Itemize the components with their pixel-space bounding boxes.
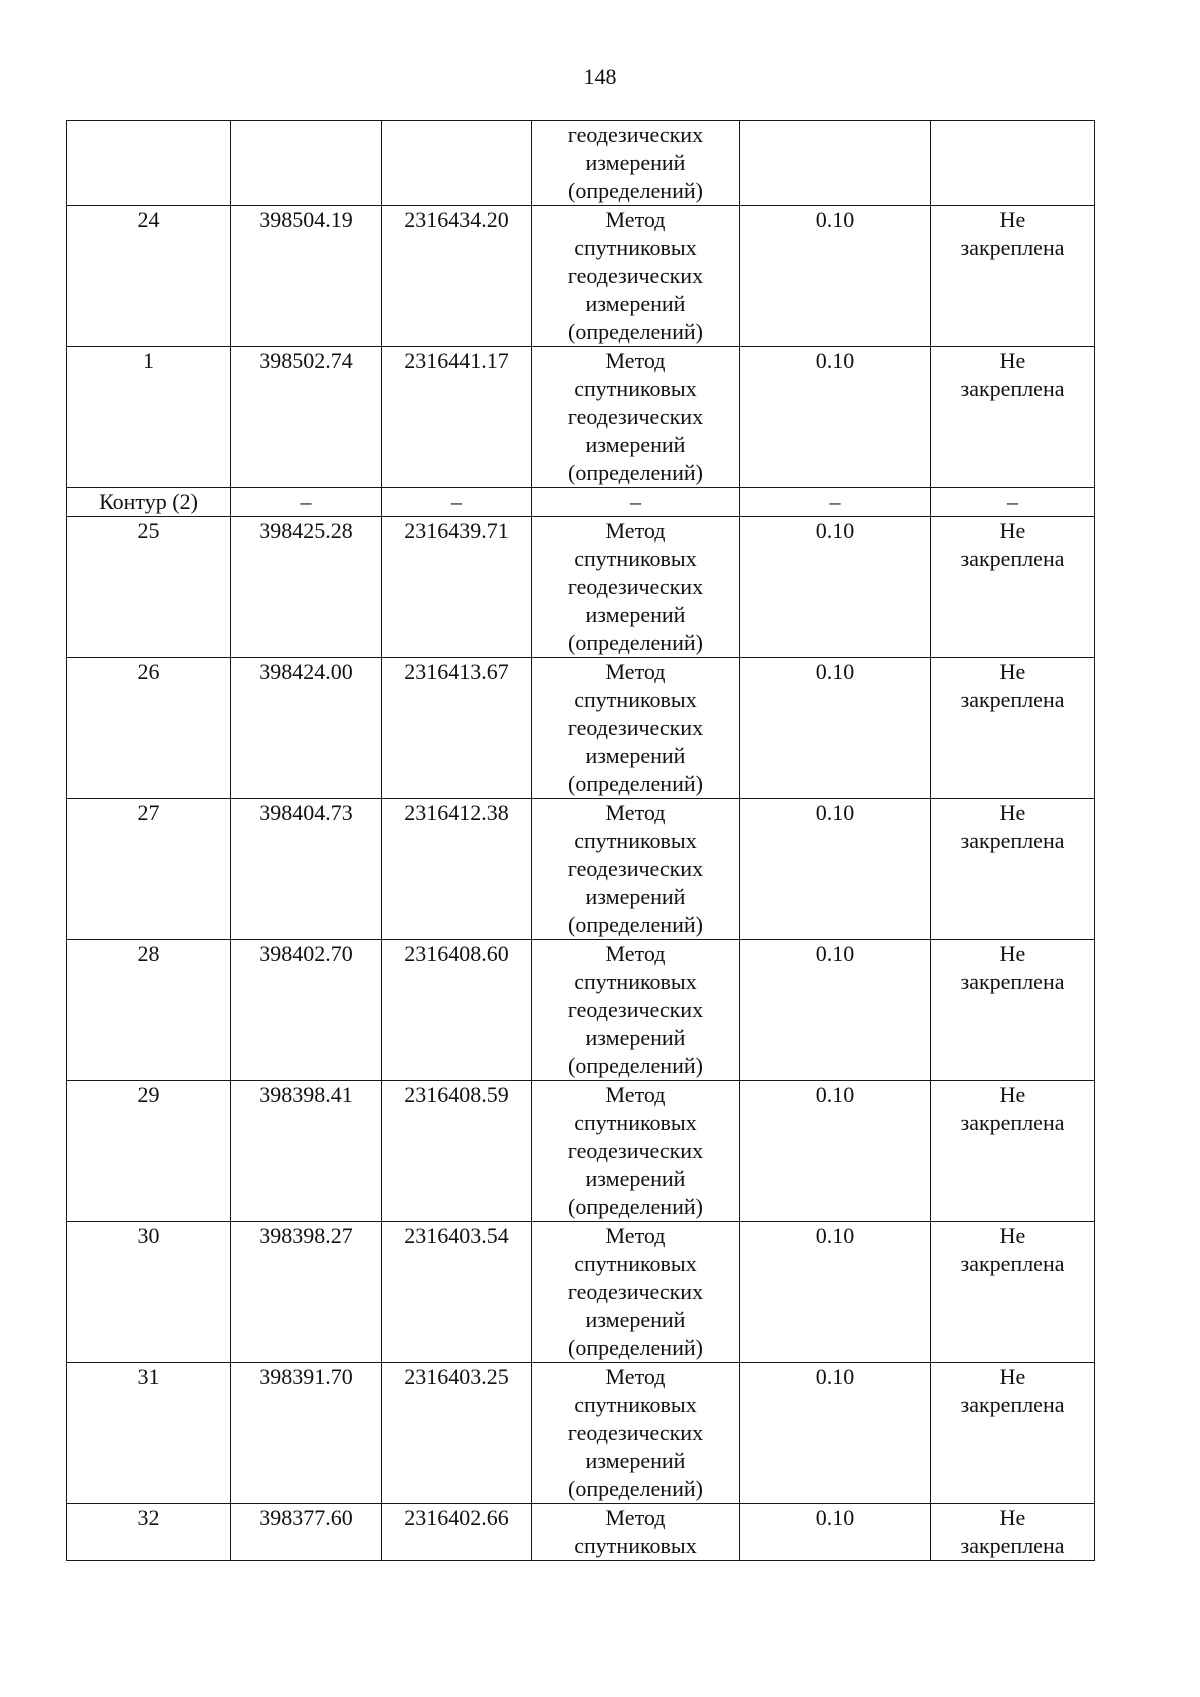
point-number-cell: 1 xyxy=(67,347,231,488)
fixation-line: закреплена xyxy=(960,1533,1065,1558)
fixation-line: Не xyxy=(999,1364,1026,1389)
fixation-cell xyxy=(931,1222,1095,1363)
fixation-line: Не xyxy=(999,659,1026,684)
method-line: (определений) xyxy=(568,771,703,796)
y-coordinate-cell: 2316403.25 xyxy=(382,1363,532,1504)
table-cell xyxy=(740,121,931,206)
table-cell xyxy=(67,121,231,206)
fixation-line: Не xyxy=(999,348,1026,373)
table-row xyxy=(67,517,1095,658)
method-line: геодезических xyxy=(567,1420,704,1445)
table-row xyxy=(67,1222,1095,1363)
table-row xyxy=(67,206,1095,347)
y-coordinate-cell: 2316408.60 xyxy=(382,940,532,1081)
method-line: (определений) xyxy=(568,319,703,344)
method-line: спутниковых xyxy=(574,1251,697,1276)
method-line: геодезических xyxy=(567,715,704,740)
method-line: Метод xyxy=(605,1223,666,1248)
table-cell xyxy=(931,121,1095,206)
precision-cell: 0.10 xyxy=(740,1363,931,1504)
table-row xyxy=(67,799,1095,940)
method-line: геодезических xyxy=(567,1279,704,1304)
method-line: Метод xyxy=(605,207,666,232)
method-line: геодезических xyxy=(567,574,704,599)
fixation-cell xyxy=(931,799,1095,940)
table-row xyxy=(67,658,1095,799)
method-line: Метод xyxy=(605,659,666,684)
y-coordinate-cell: 2316403.54 xyxy=(382,1222,532,1363)
method-line: измерений xyxy=(585,884,686,909)
method-line: спутниковых xyxy=(574,1533,697,1558)
point-number-cell: 26 xyxy=(67,658,231,799)
method-line: спутниковых xyxy=(574,1110,697,1135)
method-line: измерений xyxy=(585,1166,686,1191)
fixation-cell xyxy=(931,1363,1095,1504)
fixation-line: закреплена xyxy=(960,1251,1065,1276)
precision-cell: 0.10 xyxy=(740,517,931,658)
method-cell xyxy=(532,206,740,347)
method-cell xyxy=(532,517,740,658)
table-row xyxy=(67,1363,1095,1504)
table-cell xyxy=(382,121,532,206)
method-line: спутниковых xyxy=(574,687,697,712)
fixation-cell xyxy=(931,206,1095,347)
page-number: 148 xyxy=(583,64,617,89)
precision-cell: 0.10 xyxy=(740,1081,931,1222)
precision-cell: 0.10 xyxy=(740,206,931,347)
point-number-cell: 24 xyxy=(67,206,231,347)
method-line: измерений xyxy=(585,1448,686,1473)
point-number-cell: 32 xyxy=(67,1504,231,1561)
fixation-line: закреплена xyxy=(960,546,1065,571)
method-line: измерений xyxy=(585,743,686,768)
method-cell xyxy=(532,121,740,206)
x-coordinate-cell: 398404.73 xyxy=(231,799,382,940)
x-coordinate-cell: 398425.28 xyxy=(231,517,382,658)
method-line: (определений) xyxy=(568,1476,703,1501)
precision-cell: 0.10 xyxy=(740,940,931,1081)
fixation-cell xyxy=(931,940,1095,1081)
fixation-line: Не xyxy=(999,1082,1026,1107)
method-cell xyxy=(532,799,740,940)
x-coordinate-cell: 398424.00 xyxy=(231,658,382,799)
y-coordinate-cell: 2316402.66 xyxy=(382,1504,532,1561)
method-line: измерений xyxy=(585,150,686,175)
method-line: геодезических xyxy=(567,856,704,881)
method-line: (определений) xyxy=(568,630,703,655)
fixation-cell xyxy=(931,1081,1095,1222)
table-row xyxy=(67,1504,1095,1561)
y-coordinate-cell: 2316408.59 xyxy=(382,1081,532,1222)
method-cell xyxy=(532,347,740,488)
fixation-cell xyxy=(931,658,1095,799)
precision-cell: 0.10 xyxy=(740,1504,931,1561)
fixation-line: закреплена xyxy=(960,687,1065,712)
fixation-cell xyxy=(931,517,1095,658)
point-number-cell: 29 xyxy=(67,1081,231,1222)
method-line: (определений) xyxy=(568,1194,703,1219)
x-coordinate-cell: 398377.60 xyxy=(231,1504,382,1561)
method-line: Метод xyxy=(605,800,666,825)
table-cell xyxy=(231,121,382,206)
fixation-line: закреплена xyxy=(960,1110,1065,1135)
coordinates-table xyxy=(66,120,1095,1561)
fixation-line: Не xyxy=(999,1505,1026,1530)
method-line: Метод xyxy=(605,1364,666,1389)
point-number-cell: 30 xyxy=(67,1222,231,1363)
fixation-line: закреплена xyxy=(960,235,1065,260)
fixation-line: Не xyxy=(999,1223,1026,1248)
x-coordinate-cell: 398402.70 xyxy=(231,940,382,1081)
dash-cell: – xyxy=(740,488,931,517)
method-line: (определений) xyxy=(568,1053,703,1078)
precision-cell: 0.10 xyxy=(740,347,931,488)
method-cell xyxy=(532,658,740,799)
method-line: геодезических xyxy=(567,404,704,429)
table-row-continuation xyxy=(67,121,1095,206)
method-line: спутниковых xyxy=(574,828,697,853)
method-line: геодезических xyxy=(567,997,704,1022)
x-coordinate-cell: 398398.41 xyxy=(231,1081,382,1222)
y-coordinate-cell: 2316412.38 xyxy=(382,799,532,940)
contour-label: Контур (2) xyxy=(67,488,231,517)
point-number-cell: 27 xyxy=(67,799,231,940)
fixation-line: Не xyxy=(999,518,1026,543)
method-cell xyxy=(532,1504,740,1561)
precision-cell: 0.10 xyxy=(740,658,931,799)
method-line: (определений) xyxy=(568,178,703,203)
contour-row xyxy=(67,488,1095,517)
fixation-line: закреплена xyxy=(960,828,1065,853)
x-coordinate-cell: 398391.70 xyxy=(231,1363,382,1504)
method-line: измерений xyxy=(585,1307,686,1332)
method-cell xyxy=(532,1081,740,1222)
fixation-line: закреплена xyxy=(960,376,1065,401)
method-line: спутниковых xyxy=(574,1392,697,1417)
method-line: Метод xyxy=(605,1082,666,1107)
table-row xyxy=(67,940,1095,1081)
dash-cell: – xyxy=(231,488,382,517)
method-line: спутниковых xyxy=(574,546,697,571)
fixation-cell xyxy=(931,1504,1095,1561)
method-line: (определений) xyxy=(568,912,703,937)
precision-cell: 0.10 xyxy=(740,1222,931,1363)
method-line: измерений xyxy=(585,291,686,316)
method-line: спутниковых xyxy=(574,376,697,401)
point-number-cell: 31 xyxy=(67,1363,231,1504)
x-coordinate-cell: 398502.74 xyxy=(231,347,382,488)
dash-cell: – xyxy=(532,488,740,517)
dash-cell: – xyxy=(382,488,532,517)
fixation-line: Не xyxy=(999,941,1026,966)
method-cell xyxy=(532,1363,740,1504)
fixation-line: Не xyxy=(999,800,1026,825)
method-line: спутниковых xyxy=(574,235,697,260)
method-line: измерений xyxy=(585,602,686,627)
method-line: спутниковых xyxy=(574,969,697,994)
method-line: геодезических xyxy=(567,263,704,288)
method-line: геодезических xyxy=(567,122,704,147)
y-coordinate-cell: 2316441.17 xyxy=(382,347,532,488)
method-line: геодезических xyxy=(567,1138,704,1163)
x-coordinate-cell: 398504.19 xyxy=(231,206,382,347)
y-coordinate-cell: 2316434.20 xyxy=(382,206,532,347)
fixation-cell xyxy=(931,347,1095,488)
method-line: Метод xyxy=(605,1505,666,1530)
x-coordinate-cell: 398398.27 xyxy=(231,1222,382,1363)
table-row xyxy=(67,347,1095,488)
dash-cell: – xyxy=(931,488,1095,517)
method-line: (определений) xyxy=(568,460,703,485)
precision-cell: 0.10 xyxy=(740,799,931,940)
fixation-line: закреплена xyxy=(960,969,1065,994)
method-cell xyxy=(532,940,740,1081)
fixation-line: закреплена xyxy=(960,1392,1065,1417)
fixation-line: Не xyxy=(999,207,1026,232)
y-coordinate-cell: 2316439.71 xyxy=(382,517,532,658)
method-line: измерений xyxy=(585,1025,686,1050)
method-cell xyxy=(532,1222,740,1363)
method-line: Метод xyxy=(605,348,666,373)
method-line: Метод xyxy=(605,941,666,966)
method-line: измерений xyxy=(585,432,686,457)
method-line: (определений) xyxy=(568,1335,703,1360)
y-coordinate-cell: 2316413.67 xyxy=(382,658,532,799)
point-number-cell: 28 xyxy=(67,940,231,1081)
point-number-cell: 25 xyxy=(67,517,231,658)
table-row xyxy=(67,1081,1095,1222)
method-line: Метод xyxy=(605,518,666,543)
